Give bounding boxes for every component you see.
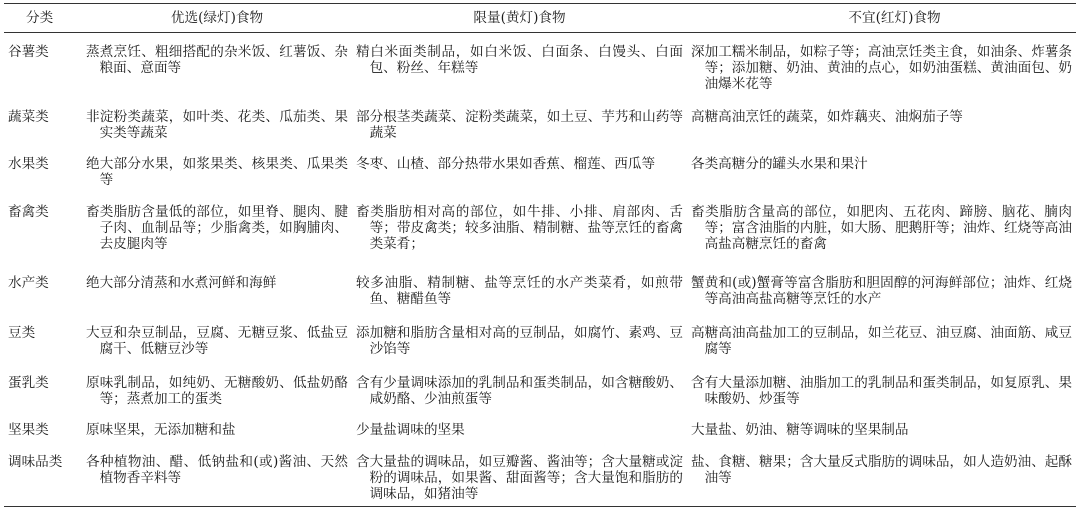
red-cell — [687, 317, 1076, 368]
category-label: 蔬菜类 — [8, 109, 49, 125]
red-cell — [687, 100, 1076, 147]
category-label: 坚果类 — [8, 422, 49, 438]
table-row — [4, 33, 1076, 101]
red-cell — [687, 447, 1076, 507]
header-yellow-foods: 限量(黄灯)食物 — [473, 10, 566, 26]
yellow-cell — [352, 33, 687, 101]
header-red-foods: 不宜(红灯)食物 — [848, 10, 941, 26]
category-label: 水产类 — [8, 275, 49, 291]
red-cell — [687, 196, 1076, 267]
red-cell — [687, 267, 1076, 317]
category-cell — [4, 196, 82, 267]
yellow-cell — [352, 267, 687, 317]
table-row — [4, 447, 1076, 507]
yellow-cell — [352, 196, 687, 267]
yellow-foods-text: 较多油脂、精制糖、盐等烹饪的水产类菜肴，如煎带鱼、糖醋鱼等 — [356, 275, 683, 307]
green-foods-text: 大豆和杂豆制品，豆腐、无糖豆浆、低盐豆腐干、低糖豆沙等 — [86, 325, 348, 357]
green-foods-text: 原味乳制品，如纯奶、无糖酸奶、低盐奶酪等；蒸煮加工的蛋类 — [86, 375, 348, 407]
category-cell — [4, 447, 82, 507]
yellow-foods-text: 部分根茎类蔬菜、淀粉类蔬菜，如土豆、芋艿和山药等蔬菜 — [356, 109, 683, 141]
yellow-foods-text: 畜类脂肪相对高的部位，如牛排、小排、肩部肉、舌等；带皮禽类；较多油脂、精制糖、盐等烹饪的畜禽类菜肴； — [356, 204, 683, 252]
table-row — [4, 100, 1076, 147]
green-cell — [82, 196, 352, 267]
table-row — [4, 368, 1076, 415]
red-foods-text: 盐、食糖、糖果；含大量反式脂肪的调味品，如人造奶油、起酥油等 — [691, 454, 1072, 486]
yellow-cell — [352, 368, 687, 415]
yellow-foods-text: 少量盐调味的坚果 — [356, 422, 465, 438]
red-foods-text: 大量盐、奶油、糖等调味的坚果制品 — [691, 422, 909, 438]
yellow-foods-text: 含大量盐的调味品，如豆瓣酱、酱油等；含大量糖或淀粉的调味品，如果酱、甜面酱等；含大量饱和脂肪的调味品，如猪油等 — [356, 454, 683, 502]
category-label: 蛋乳类 — [8, 375, 49, 391]
table-row — [4, 267, 1076, 317]
table-header — [4, 4, 1076, 33]
category-label: 畜禽类 — [8, 204, 49, 220]
green-foods-text: 蒸煮烹饪、粗细搭配的杂米饭、红薯饭、杂粮面、意面等 — [86, 44, 348, 76]
red-foods-text: 高糖高油烹饪的蔬菜，如炸藕夹、油焖茄子等 — [691, 109, 963, 125]
category-cell — [4, 100, 82, 147]
table-body — [4, 33, 1076, 507]
green-cell — [82, 415, 352, 447]
header-green-foods: 优选(绿灯)食物 — [170, 10, 264, 26]
green-cell — [82, 368, 352, 415]
red-cell — [687, 147, 1076, 196]
red-foods-text: 各类高糖分的罐头水果和果汁 — [691, 156, 868, 172]
yellow-cell — [352, 317, 687, 368]
green-cell — [82, 267, 352, 317]
green-cell — [82, 147, 352, 196]
category-cell — [4, 267, 82, 317]
green-cell — [82, 33, 352, 101]
green-cell — [82, 317, 352, 368]
category-label: 豆类 — [8, 325, 36, 341]
header-row — [4, 4, 1076, 33]
yellow-cell — [352, 415, 687, 447]
green-foods-text: 各种植物油、醋、低钠盐和(或)酱油、天然植物香辛料等 — [86, 454, 348, 486]
yellow-cell — [352, 100, 687, 147]
red-foods-text: 蟹黄和(或)蟹膏等富含脂肪和胆固醇的河海鲜部位；油炸、红烧等高油高盐高糖等烹饪的水产 — [691, 275, 1072, 307]
category-cell — [4, 33, 82, 101]
red-foods-text: 含有大量添加糖、油脂加工的乳制品和蛋类制品，如复原乳、果味酸奶、炒蛋等 — [691, 375, 1072, 407]
red-foods-text: 高糖高油高盐加工的豆制品，如兰花豆、油豆腐、油面筋、咸豆腐等 — [691, 325, 1072, 357]
table-row — [4, 147, 1076, 196]
red-foods-text: 深加工糯米制品，如粽子等；高油烹饪类主食，如油条、炸薯条等；添加糖、奶油、黄油的点心，如奶油蛋糕、黄油面包、奶油爆米花等 — [691, 44, 1072, 92]
green-cell — [82, 447, 352, 507]
green-foods-text: 绝大部分清蒸和水煮河鲜和海鲜 — [86, 275, 277, 291]
category-label: 水果类 — [8, 156, 49, 172]
red-cell — [687, 415, 1076, 447]
category-cell — [4, 147, 82, 196]
category-cell — [4, 415, 82, 447]
food-traffic-light-table — [4, 3, 1076, 507]
red-cell — [687, 368, 1076, 415]
red-cell — [687, 33, 1076, 101]
yellow-foods-text: 冬枣、山楂、部分热带水果如香蕉、榴莲、西瓜等 — [356, 156, 656, 172]
table-row — [4, 196, 1076, 267]
green-foods-text: 非淀粉类蔬菜，如叶类、花类、瓜茄类、果实类等蔬菜 — [86, 109, 348, 141]
yellow-cell — [352, 147, 687, 196]
category-cell — [4, 317, 82, 368]
green-cell — [82, 100, 352, 147]
yellow-foods-text: 精白米面类制品，如白米饭、白面条、白馒头、白面包、粉丝、年糕等 — [356, 44, 683, 76]
table-row — [4, 317, 1076, 368]
category-label: 谷薯类 — [8, 44, 49, 60]
red-foods-text: 畜类脂肪含量高的部位，如肥肉、五花肉、蹄膀、脑花、腩肉等；富含油脂的内脏，如大肠、肥鹅肝等；油炸、红烧等高油高盐高糖烹饪的畜禽 — [691, 204, 1072, 252]
green-foods-text: 绝大部分水果，如浆果类、核果类、瓜果类等 — [86, 156, 348, 188]
category-cell — [4, 368, 82, 415]
header-category: 分类 — [26, 10, 54, 26]
green-foods-text: 畜类脂肪含量低的部位，如里脊、腿肉、腱子肉、血制品等；少脂禽类，如胸脯肉、去皮腿肉等 — [86, 204, 348, 252]
table-row — [4, 415, 1076, 447]
category-label: 调味品类 — [8, 454, 63, 470]
yellow-cell — [352, 447, 687, 507]
green-foods-text: 原味坚果，无添加糖和盐 — [86, 422, 236, 438]
yellow-foods-text: 添加糖和脂肪含量相对高的豆制品，如腐竹、素鸡、豆沙馅等 — [356, 325, 683, 357]
yellow-foods-text: 含有少量调味添加的乳制品和蛋类制品，如含糖酸奶、咸奶酪、少油煎蛋等 — [356, 375, 683, 407]
